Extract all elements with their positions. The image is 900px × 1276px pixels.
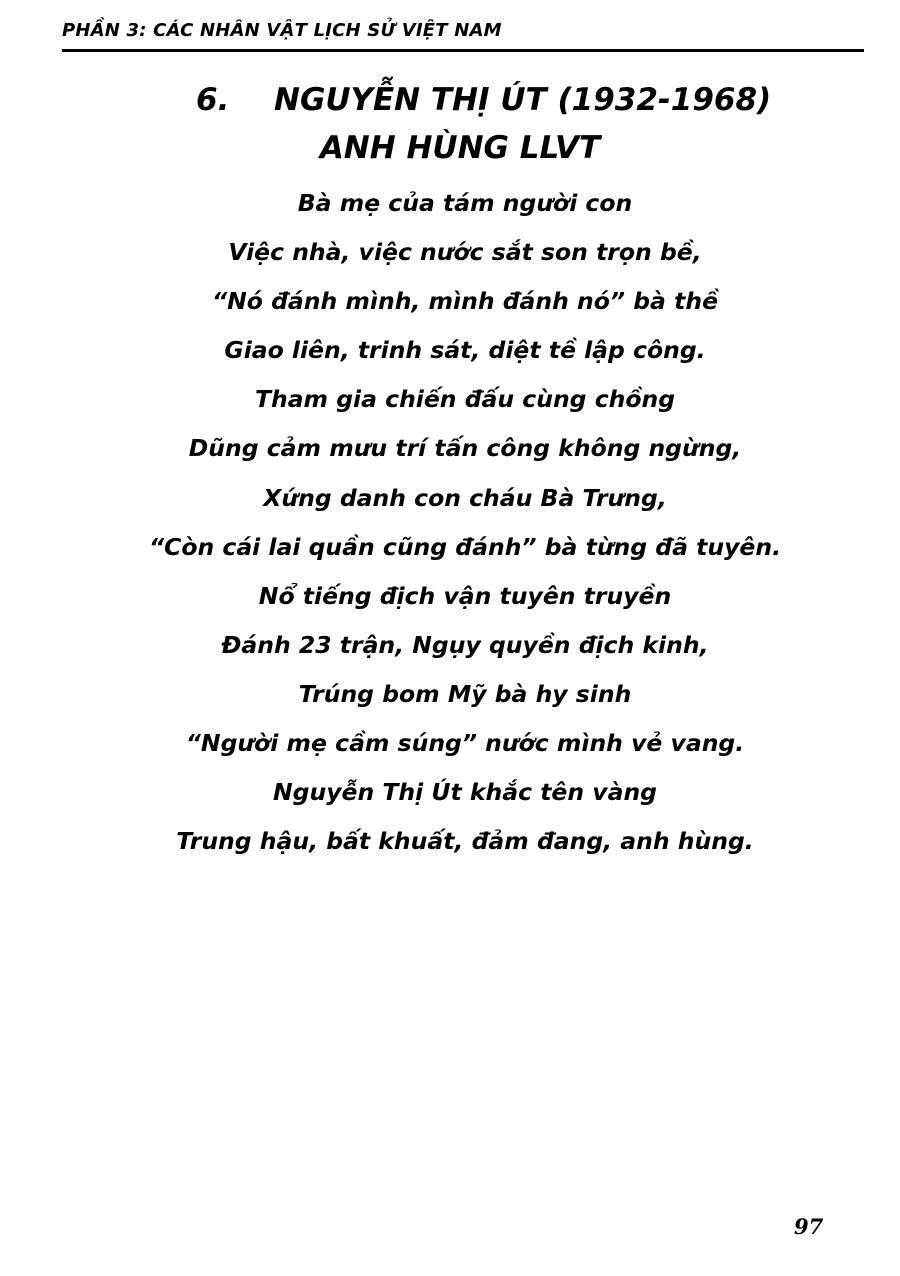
section-subtitle: ANH HÙNG LLVT: [319, 130, 601, 166]
poem-line: Trúng bom Mỹ bà hy sinh: [298, 679, 632, 708]
poem-line: Trung hậu, bất khuất, đảm đang, anh hùng.: [176, 827, 754, 856]
poem-line: Nguyễn Thị Út khắc tên vàng: [272, 778, 658, 807]
section-number: 6.: [196, 82, 230, 118]
poem-line: Đánh 23 trận, Ngụy quyền địch kinh,: [221, 630, 709, 659]
page-number: 97: [794, 1214, 824, 1239]
poem-line: Tham gia chiến đấu cùng chồng: [254, 385, 676, 414]
poem-line: Việc nhà, việc nước sắt son trọn bề,: [228, 238, 702, 267]
poem-line: Nổ tiếng địch vận tuyên truyền: [258, 581, 672, 610]
header-rule: [62, 49, 864, 52]
running-header: PHẦN 3: CÁC NHÂN VẬT LỊCH SỬ VIỆT NAM: [62, 20, 502, 41]
poem-line: “Người mẹ cầm súng” nước mình vẻ vang.: [185, 729, 745, 758]
poem-line: “Còn cái lai quần cũng đánh” bà từng đã tuyên.: [148, 532, 782, 561]
poem-line: Xứng danh con cháu Bà Trưng,: [263, 483, 667, 512]
section-title: [196, 82, 771, 118]
poem-line: “Nó đánh mình, mình đánh nó” bà thề: [211, 287, 719, 316]
poem: [0, 184, 900, 871]
section-title-text: NGUYỄN THỊ ÚT (1932-1968): [274, 82, 772, 118]
poem-line: Bà mẹ của tám người con: [297, 189, 633, 217]
poem-line: Dũng cảm mưu trí tấn công không ngừng,: [188, 434, 742, 463]
poem-line: Giao liên, trinh sát, diệt tề lập công.: [224, 336, 706, 365]
